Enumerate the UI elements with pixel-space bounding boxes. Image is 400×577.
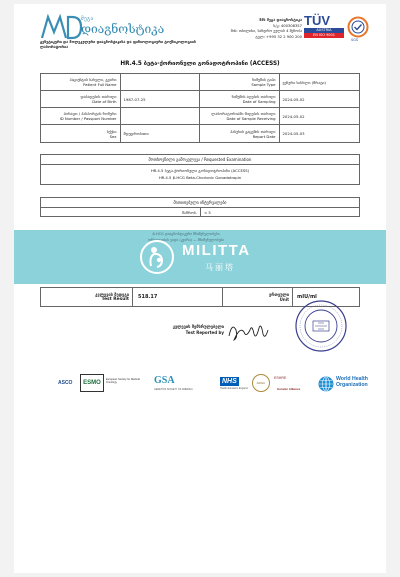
- tuv-country: AUSTRIA: [304, 28, 344, 33]
- label-ka: კვლევის შემსრულებელი: [172, 324, 224, 329]
- field-label: [200, 74, 280, 90]
- label-en: Sample Type: [251, 82, 276, 87]
- field-label: [41, 108, 121, 124]
- unit-label: [223, 288, 293, 306]
- asco-logo: ASCO: [58, 380, 73, 386]
- address-line: მის: თბილისი, სანდრო ეულის 4 შენობა: [230, 29, 302, 34]
- field-label: [41, 74, 121, 90]
- label-en: Test Reported by: [185, 329, 224, 335]
- report-page: [14, 4, 386, 573]
- reference-intervals: [40, 197, 360, 217]
- patient-info-table: [40, 73, 360, 143]
- field-label: [200, 108, 280, 124]
- label-ka: კვლევის შედეგი: [95, 291, 129, 297]
- esmo-subtitle: European Society for Medical Oncology: [106, 378, 140, 385]
- reported-by-label: [114, 324, 224, 335]
- eshre-logo: ESHRE: [274, 376, 287, 380]
- unit-value: mIU/ml: [297, 294, 317, 300]
- band-line: β-HCG დიაგნოსტიკური მნიშვნელობები: [152, 232, 220, 236]
- label-en: Date of Sampling: [242, 99, 276, 104]
- table-row: [41, 207, 359, 216]
- report-title: HR.4.5 ბეტა-ქორიონული გონადოტროპინი (ACCESS): [120, 61, 280, 67]
- genetic-alliance-logo: Genetic Alliance: [277, 387, 301, 391]
- reference-value: < 5: [204, 210, 211, 215]
- who-emblem-icon: [318, 376, 334, 392]
- birth-date-value: 1987-07-25: [121, 91, 201, 107]
- label-ka: ნიმუშის აღების თარიღი: [231, 94, 276, 99]
- tuv-wordmark: TÜV: [304, 13, 330, 28]
- label-en: Patient Full Name: [83, 82, 117, 87]
- nhs-subtitle: Health Education England: [220, 387, 248, 390]
- lab-stamp-icon: [294, 299, 348, 353]
- patient-name-value: [121, 74, 201, 90]
- argc-logo: ARGC: [252, 374, 270, 392]
- gsa-logo: GSA: [154, 375, 175, 386]
- brand: [81, 16, 164, 36]
- reference-heading: მითითებული ინტერვალები: [173, 200, 227, 205]
- label-en: Test Result: [101, 297, 129, 302]
- band-line: ორსულობის ვადა (კვირა) — მნიშვნელობები: [147, 238, 225, 242]
- brand-tagline: გენეტიკური და მოლეკულური დიაგნოსტიკისა და ფიზიოლოგიური ტოქსიკოლოგიის ლაბორატორია: [40, 40, 196, 49]
- field-label: [41, 125, 121, 142]
- brand-small: მეგა: [81, 16, 94, 22]
- who-logo-text: World Health Organization: [336, 376, 368, 388]
- address-line: ს/კ: 400308357: [273, 23, 302, 28]
- requested-heading: მოთხოვნილი გამოკვლევა / Requested Examination: [41, 155, 359, 165]
- label-en: ID Number / Passport Number: [59, 116, 117, 121]
- result-value: 518.17: [133, 288, 223, 306]
- table-row: [41, 91, 359, 108]
- company-address: [214, 18, 302, 40]
- nhs-logo: NHS: [222, 378, 237, 385]
- table-row: [41, 108, 359, 125]
- requested-body: [41, 165, 359, 184]
- requested-line: HR.4.5 β-HCG Beta-Chorionic Gonadotropin: [158, 174, 242, 180]
- partner-logos: [40, 370, 370, 398]
- sample-type-value: ვენური სისხლი (შრატი): [282, 79, 326, 85]
- label-ka: ერთეული: [269, 291, 289, 297]
- receiving-date-value: 2024-05-02: [282, 113, 305, 119]
- field-label: [200, 125, 280, 142]
- md-logo-icon: [40, 14, 82, 40]
- label-ka: პაციენტის სახელი, გვარი: [69, 77, 117, 82]
- watermark-name: MILITTA: [182, 242, 251, 259]
- label-ka: ლაბორატორიაში მიღების თარიღი: [211, 111, 276, 116]
- label-ka: პასუხის გაცემის თარიღი: [230, 128, 276, 134]
- label-ka: სქესი: [106, 128, 117, 134]
- address-line: ტელ: +995 32 2 900 200: [255, 34, 302, 39]
- address-line: შპს მეგა დიაგნოსტიკა: [259, 18, 302, 22]
- tuv-iso: EN ISO 9001: [304, 33, 344, 38]
- sgs-seal-icon: [347, 16, 369, 38]
- watermark-band: [14, 230, 386, 284]
- id-number-value: [121, 108, 201, 124]
- label-en: Date of Birth: [92, 99, 117, 104]
- requested-examination: [40, 154, 360, 185]
- label-en: Date of Sample Receiving: [226, 116, 276, 121]
- result-label: [41, 288, 133, 306]
- table-row: [41, 74, 359, 91]
- label-en: Unit: [279, 297, 289, 302]
- field-label: [200, 91, 280, 107]
- mother-child-icon: [139, 239, 175, 275]
- gsa-subtitle: GENETICS SOCIETY OF AMERICA: [154, 388, 193, 391]
- field-label: [41, 91, 121, 107]
- table-row: [41, 125, 359, 142]
- esmo-logo: ESMO: [80, 374, 104, 392]
- label-ka: ნიმუშის ტიპი: [252, 77, 276, 82]
- label-ka: დაბადების თარიღი: [80, 94, 117, 99]
- brand-name: დიაგნოსტიკა: [81, 22, 165, 36]
- tuv-austria-logo: [304, 15, 344, 45]
- watermark-chinese: 马丽塔: [205, 263, 235, 272]
- reference-label: მამრობ.: [41, 208, 201, 216]
- signature-icon: [226, 316, 271, 346]
- label-en: Report Date: [252, 133, 276, 139]
- label-ka: პირადი / პასპორტის ნომერი: [63, 111, 117, 116]
- requested-line: HR.4.5 ბეტა-ქორიონული გონადოტროპინი (ACCESS): [150, 168, 250, 173]
- sgs-label: SGS: [351, 38, 359, 42]
- sex-value: მდედრობითი: [121, 125, 201, 142]
- label-en: Sex: [109, 133, 117, 139]
- sampling-date-value: 2024-05-02: [282, 96, 305, 102]
- report-date-value: 2024-05-03: [282, 131, 305, 136]
